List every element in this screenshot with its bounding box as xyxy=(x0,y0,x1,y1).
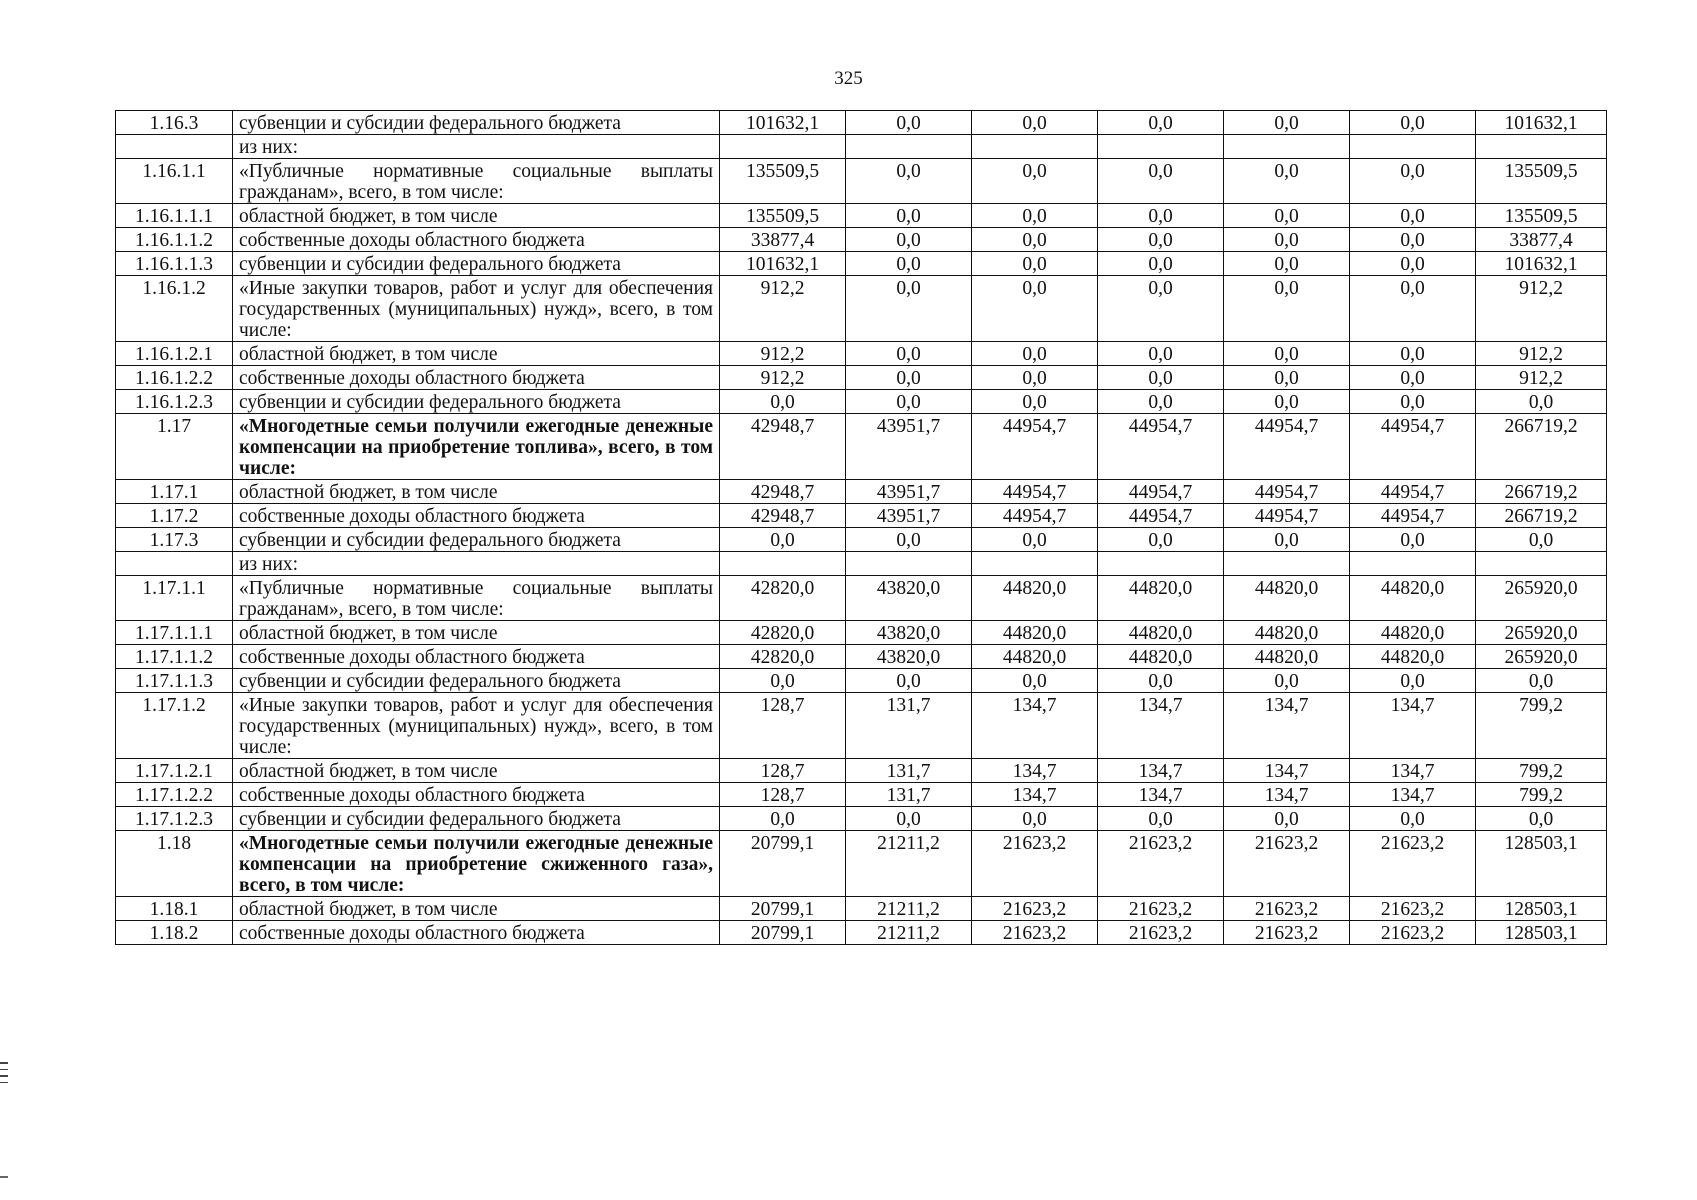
row-value xyxy=(1224,135,1350,159)
table-row xyxy=(116,228,1607,252)
row-value: 0,0 xyxy=(1224,111,1350,135)
row-value: 43951,7 xyxy=(846,504,972,528)
row-value: 0,0 xyxy=(1224,228,1350,252)
table-row xyxy=(116,414,1607,480)
row-value: 21623,2 xyxy=(1098,921,1224,945)
row-value: 134,7 xyxy=(1350,759,1476,783)
row-value: 135509,5 xyxy=(720,159,846,204)
row-value: 44954,7 xyxy=(1098,480,1224,504)
row-name: областной бюджет, в том числе xyxy=(233,897,720,921)
row-value: 42948,7 xyxy=(720,504,846,528)
row-total: 912,2 xyxy=(1476,342,1607,366)
row-total: 101632,1 xyxy=(1476,111,1607,135)
row-value: 0,0 xyxy=(846,342,972,366)
row-name: субвенции и субсидии федерального бюджета xyxy=(233,111,720,135)
row-value: 128,7 xyxy=(720,693,846,759)
row-value: 44820,0 xyxy=(1350,645,1476,669)
row-value: 0,0 xyxy=(1350,807,1476,831)
row-code: 1.17.1.2.2 xyxy=(116,783,233,807)
row-value: 0,0 xyxy=(1098,528,1224,552)
row-value: 131,7 xyxy=(846,693,972,759)
row-value: 0,0 xyxy=(972,528,1098,552)
row-code: 1.16.1.2.2 xyxy=(116,366,233,390)
table-row xyxy=(116,693,1607,759)
row-total: 128503,1 xyxy=(1476,831,1607,897)
row-total: 128503,1 xyxy=(1476,921,1607,945)
row-value: 0,0 xyxy=(1098,204,1224,228)
row-value: 44954,7 xyxy=(1224,414,1350,480)
row-name: областной бюджет, в том числе xyxy=(233,480,720,504)
row-total: 265920,0 xyxy=(1476,621,1607,645)
row-value: 42948,7 xyxy=(720,414,846,480)
row-code: 1.17.2 xyxy=(116,504,233,528)
row-value: 0,0 xyxy=(972,252,1098,276)
row-value: 0,0 xyxy=(1098,111,1224,135)
row-value xyxy=(1350,135,1476,159)
row-value: 0,0 xyxy=(1098,252,1224,276)
row-name: «Иные закупки товаров, работ и услуг для обеспечения государственных (муниципальных) нужд», всего, в том числе: xyxy=(233,276,720,342)
row-code: 1.16.1.1 xyxy=(116,159,233,204)
row-value: 0,0 xyxy=(1350,159,1476,204)
row-value: 21623,2 xyxy=(1350,897,1476,921)
table-row xyxy=(116,921,1607,945)
row-total: 0,0 xyxy=(1476,807,1607,831)
row-value: 44954,7 xyxy=(972,414,1098,480)
row-value: 20799,1 xyxy=(720,921,846,945)
row-value: 42820,0 xyxy=(720,645,846,669)
row-value: 0,0 xyxy=(720,390,846,414)
row-value: 131,7 xyxy=(846,759,972,783)
row-value: 44820,0 xyxy=(1224,645,1350,669)
row-total: 265920,0 xyxy=(1476,645,1607,669)
row-value: 44954,7 xyxy=(1098,414,1224,480)
row-code xyxy=(116,135,233,159)
row-name: «Многодетные семьи получили ежегодные денежные компенсации на приобретение сжиженного газа», всего, в том числе: xyxy=(233,831,720,897)
row-value: 0,0 xyxy=(1350,252,1476,276)
row-value: 43951,7 xyxy=(846,480,972,504)
table-row xyxy=(116,783,1607,807)
row-value: 42820,0 xyxy=(720,621,846,645)
row-value: 0,0 xyxy=(1098,669,1224,693)
row-name: областной бюджет, в том числе xyxy=(233,759,720,783)
row-value: 21623,2 xyxy=(972,921,1098,945)
row-value: 0,0 xyxy=(1098,366,1224,390)
row-value: 912,2 xyxy=(720,276,846,342)
row-value xyxy=(1098,552,1224,576)
row-value: 44954,7 xyxy=(1098,504,1224,528)
row-value: 0,0 xyxy=(846,807,972,831)
row-value: 21623,2 xyxy=(972,831,1098,897)
budget-table xyxy=(115,110,1607,945)
row-total: 912,2 xyxy=(1476,366,1607,390)
table-row xyxy=(116,552,1607,576)
row-name: субвенции и субсидии федерального бюджета xyxy=(233,669,720,693)
row-value: 135509,5 xyxy=(720,204,846,228)
table-body xyxy=(116,111,1607,945)
row-value: 0,0 xyxy=(972,342,1098,366)
row-value: 0,0 xyxy=(1098,159,1224,204)
row-value: 42820,0 xyxy=(720,576,846,621)
row-value: 0,0 xyxy=(972,228,1098,252)
row-name: субвенции и субсидии федерального бюджета xyxy=(233,807,720,831)
row-value xyxy=(972,552,1098,576)
row-value: 44820,0 xyxy=(972,621,1098,645)
row-value: 21623,2 xyxy=(1224,897,1350,921)
row-value: 131,7 xyxy=(846,783,972,807)
row-value: 0,0 xyxy=(1224,366,1350,390)
row-value: 0,0 xyxy=(1098,342,1224,366)
row-value: 21623,2 xyxy=(1098,831,1224,897)
row-value: 0,0 xyxy=(1224,807,1350,831)
row-name: «Публичные нормативные социальные выплаты гражданам», всего, в том числе: xyxy=(233,159,720,204)
row-value: 44954,7 xyxy=(1350,414,1476,480)
row-value: 0,0 xyxy=(1350,528,1476,552)
row-total: 799,2 xyxy=(1476,759,1607,783)
row-value: 21623,2 xyxy=(1224,921,1350,945)
row-value: 0,0 xyxy=(720,669,846,693)
table-row xyxy=(116,276,1607,342)
row-name: «Иные закупки товаров, работ и услуг для обеспечения государственных (муниципальных) нужд», всего, в том числе: xyxy=(233,693,720,759)
row-value: 43820,0 xyxy=(846,576,972,621)
row-name: собственные доходы областного бюджета xyxy=(233,645,720,669)
row-value: 134,7 xyxy=(1098,693,1224,759)
row-value xyxy=(846,552,972,576)
row-value: 20799,1 xyxy=(720,831,846,897)
table-row xyxy=(116,390,1607,414)
row-value: 134,7 xyxy=(972,783,1098,807)
row-value: 44954,7 xyxy=(1350,480,1476,504)
table-row xyxy=(116,897,1607,921)
row-value xyxy=(1098,135,1224,159)
table-row xyxy=(116,576,1607,621)
row-value xyxy=(720,135,846,159)
row-value: 134,7 xyxy=(1224,783,1350,807)
row-value: 21623,2 xyxy=(972,897,1098,921)
row-value: 0,0 xyxy=(846,228,972,252)
row-value: 21211,2 xyxy=(846,921,972,945)
row-total: 799,2 xyxy=(1476,693,1607,759)
row-total: 266719,2 xyxy=(1476,414,1607,480)
row-total xyxy=(1476,552,1607,576)
row-value: 134,7 xyxy=(972,759,1098,783)
row-value: 912,2 xyxy=(720,366,846,390)
row-code: 1.16.1.1.3 xyxy=(116,252,233,276)
row-name: собственные доходы областного бюджета xyxy=(233,504,720,528)
row-total: 799,2 xyxy=(1476,783,1607,807)
row-code: 1.17.1.2.3 xyxy=(116,807,233,831)
row-value: 0,0 xyxy=(846,159,972,204)
table-row xyxy=(116,366,1607,390)
table-row xyxy=(116,759,1607,783)
row-value: 101632,1 xyxy=(720,252,846,276)
row-value: 44954,7 xyxy=(1350,504,1476,528)
row-value: 0,0 xyxy=(1350,228,1476,252)
table-row xyxy=(116,342,1607,366)
row-code: 1.17 xyxy=(116,414,233,480)
row-value: 43951,7 xyxy=(846,414,972,480)
row-value: 0,0 xyxy=(972,276,1098,342)
row-value: 0,0 xyxy=(1350,204,1476,228)
row-value: 0,0 xyxy=(1224,390,1350,414)
row-value: 44820,0 xyxy=(1224,576,1350,621)
table-row xyxy=(116,831,1607,897)
row-code: 1.16.1.2.3 xyxy=(116,390,233,414)
row-value: 0,0 xyxy=(1350,276,1476,342)
row-value: 20799,1 xyxy=(720,897,846,921)
row-value: 0,0 xyxy=(846,366,972,390)
row-name: собственные доходы областного бюджета xyxy=(233,921,720,945)
row-value: 0,0 xyxy=(720,807,846,831)
row-total: 265920,0 xyxy=(1476,576,1607,621)
row-value: 0,0 xyxy=(1224,276,1350,342)
row-value: 33877,4 xyxy=(720,228,846,252)
row-value: 0,0 xyxy=(1224,252,1350,276)
row-value: 0,0 xyxy=(1224,528,1350,552)
row-value: 0,0 xyxy=(1224,204,1350,228)
table-row xyxy=(116,669,1607,693)
row-name: из них: xyxy=(233,552,720,576)
row-value: 134,7 xyxy=(1350,693,1476,759)
table-row xyxy=(116,111,1607,135)
table-row xyxy=(116,204,1607,228)
row-name: из них: xyxy=(233,135,720,159)
table-row xyxy=(116,645,1607,669)
row-name: собственные доходы областного бюджета xyxy=(233,783,720,807)
row-total: 0,0 xyxy=(1476,669,1607,693)
row-value: 44954,7 xyxy=(972,504,1098,528)
row-value: 128,7 xyxy=(720,759,846,783)
row-name: собственные доходы областного бюджета xyxy=(233,228,720,252)
row-value: 21623,2 xyxy=(1224,831,1350,897)
row-value: 0,0 xyxy=(846,276,972,342)
row-value: 0,0 xyxy=(1350,342,1476,366)
row-value: 0,0 xyxy=(972,807,1098,831)
row-value: 912,2 xyxy=(720,342,846,366)
row-total: 912,2 xyxy=(1476,276,1607,342)
table-row xyxy=(116,621,1607,645)
row-value: 0,0 xyxy=(972,390,1098,414)
table-row xyxy=(116,252,1607,276)
row-value: 44820,0 xyxy=(1098,645,1224,669)
table-row xyxy=(116,807,1607,831)
row-code: 1.16.1.1.2 xyxy=(116,228,233,252)
row-value: 0,0 xyxy=(972,204,1098,228)
row-value: 0,0 xyxy=(846,669,972,693)
row-code: 1.18.2 xyxy=(116,921,233,945)
row-value: 21211,2 xyxy=(846,831,972,897)
row-name: субвенции и субсидии федерального бюджета xyxy=(233,252,720,276)
row-value: 44820,0 xyxy=(1350,576,1476,621)
table-row xyxy=(116,480,1607,504)
row-code: 1.16.3 xyxy=(116,111,233,135)
row-value: 0,0 xyxy=(1350,111,1476,135)
row-code: 1.16.1.1.1 xyxy=(116,204,233,228)
row-value: 0,0 xyxy=(1224,669,1350,693)
row-value: 128,7 xyxy=(720,783,846,807)
row-value: 134,7 xyxy=(1098,759,1224,783)
page-number: 325 xyxy=(834,68,863,89)
row-total xyxy=(1476,135,1607,159)
row-code: 1.17.1.2 xyxy=(116,693,233,759)
row-value: 0,0 xyxy=(846,528,972,552)
row-value: 21623,2 xyxy=(1098,897,1224,921)
row-value: 0,0 xyxy=(846,252,972,276)
row-value: 44820,0 xyxy=(1224,621,1350,645)
row-value xyxy=(972,135,1098,159)
row-value: 0,0 xyxy=(972,111,1098,135)
row-total: 135509,5 xyxy=(1476,204,1607,228)
row-value: 44820,0 xyxy=(972,645,1098,669)
row-value: 0,0 xyxy=(1350,366,1476,390)
row-total: 266719,2 xyxy=(1476,480,1607,504)
row-code: 1.17.1.1.3 xyxy=(116,669,233,693)
row-value: 0,0 xyxy=(846,390,972,414)
row-name: областной бюджет, в том числе xyxy=(233,204,720,228)
row-value: 101632,1 xyxy=(720,111,846,135)
row-value: 134,7 xyxy=(1224,693,1350,759)
row-value: 0,0 xyxy=(1224,159,1350,204)
row-code: 1.17.1.1.1 xyxy=(116,621,233,645)
row-value: 43820,0 xyxy=(846,645,972,669)
row-code: 1.17.1.2.1 xyxy=(116,759,233,783)
row-value: 44954,7 xyxy=(1224,504,1350,528)
row-code: 1.17.1.1.2 xyxy=(116,645,233,669)
row-value: 0,0 xyxy=(972,366,1098,390)
row-value xyxy=(1350,552,1476,576)
row-name: областной бюджет, в том числе xyxy=(233,621,720,645)
row-name: «Многодетные семьи получили ежегодные денежные компенсации на приобретение топлива», всего, в том числе: xyxy=(233,414,720,480)
row-total: 33877,4 xyxy=(1476,228,1607,252)
row-total: 135509,5 xyxy=(1476,159,1607,204)
table-row xyxy=(116,504,1607,528)
row-value: 0,0 xyxy=(1098,390,1224,414)
row-code xyxy=(116,552,233,576)
row-code: 1.16.1.2 xyxy=(116,276,233,342)
row-value: 0,0 xyxy=(1224,342,1350,366)
row-code: 1.17.3 xyxy=(116,528,233,552)
table-row xyxy=(116,135,1607,159)
row-value: 0,0 xyxy=(1098,228,1224,252)
row-value: 0,0 xyxy=(972,669,1098,693)
row-name: субвенции и субсидии федерального бюджета xyxy=(233,528,720,552)
row-total: 0,0 xyxy=(1476,528,1607,552)
row-value: 134,7 xyxy=(1098,783,1224,807)
row-value: 44820,0 xyxy=(1350,621,1476,645)
row-name: собственные доходы областного бюджета xyxy=(233,366,720,390)
row-value: 0,0 xyxy=(1098,807,1224,831)
scan-edge-dash xyxy=(0,1176,8,1178)
row-value: 0,0 xyxy=(1350,390,1476,414)
row-value xyxy=(720,552,846,576)
scan-edge-marks xyxy=(0,1062,8,1088)
row-value: 134,7 xyxy=(972,693,1098,759)
row-total: 128503,1 xyxy=(1476,897,1607,921)
row-value: 0,0 xyxy=(846,111,972,135)
row-value: 0,0 xyxy=(1350,669,1476,693)
row-value: 134,7 xyxy=(1224,759,1350,783)
row-value: 21623,2 xyxy=(1350,831,1476,897)
row-total: 101632,1 xyxy=(1476,252,1607,276)
row-value: 21623,2 xyxy=(1350,921,1476,945)
row-name: «Публичные нормативные социальные выплаты гражданам», всего, в том числе: xyxy=(233,576,720,621)
row-value: 44954,7 xyxy=(972,480,1098,504)
table-row xyxy=(116,528,1607,552)
row-value xyxy=(846,135,972,159)
row-value: 0,0 xyxy=(846,204,972,228)
row-value: 0,0 xyxy=(720,528,846,552)
row-value: 43820,0 xyxy=(846,621,972,645)
row-value: 134,7 xyxy=(1350,783,1476,807)
row-code: 1.17.1.1 xyxy=(116,576,233,621)
row-value: 44820,0 xyxy=(1098,576,1224,621)
row-total: 0,0 xyxy=(1476,390,1607,414)
row-value: 21211,2 xyxy=(846,897,972,921)
row-code: 1.18.1 xyxy=(116,897,233,921)
table-row xyxy=(116,159,1607,204)
row-value xyxy=(1224,552,1350,576)
row-value: 42948,7 xyxy=(720,480,846,504)
row-name: областной бюджет, в том числе xyxy=(233,342,720,366)
row-code: 1.16.1.2.1 xyxy=(116,342,233,366)
row-value: 44820,0 xyxy=(972,576,1098,621)
row-code: 1.17.1 xyxy=(116,480,233,504)
row-total: 266719,2 xyxy=(1476,504,1607,528)
row-value: 0,0 xyxy=(972,159,1098,204)
row-name: субвенции и субсидии федерального бюджета xyxy=(233,390,720,414)
row-value: 0,0 xyxy=(1098,276,1224,342)
row-value: 44954,7 xyxy=(1224,480,1350,504)
row-value: 44820,0 xyxy=(1098,621,1224,645)
row-code: 1.18 xyxy=(116,831,233,897)
